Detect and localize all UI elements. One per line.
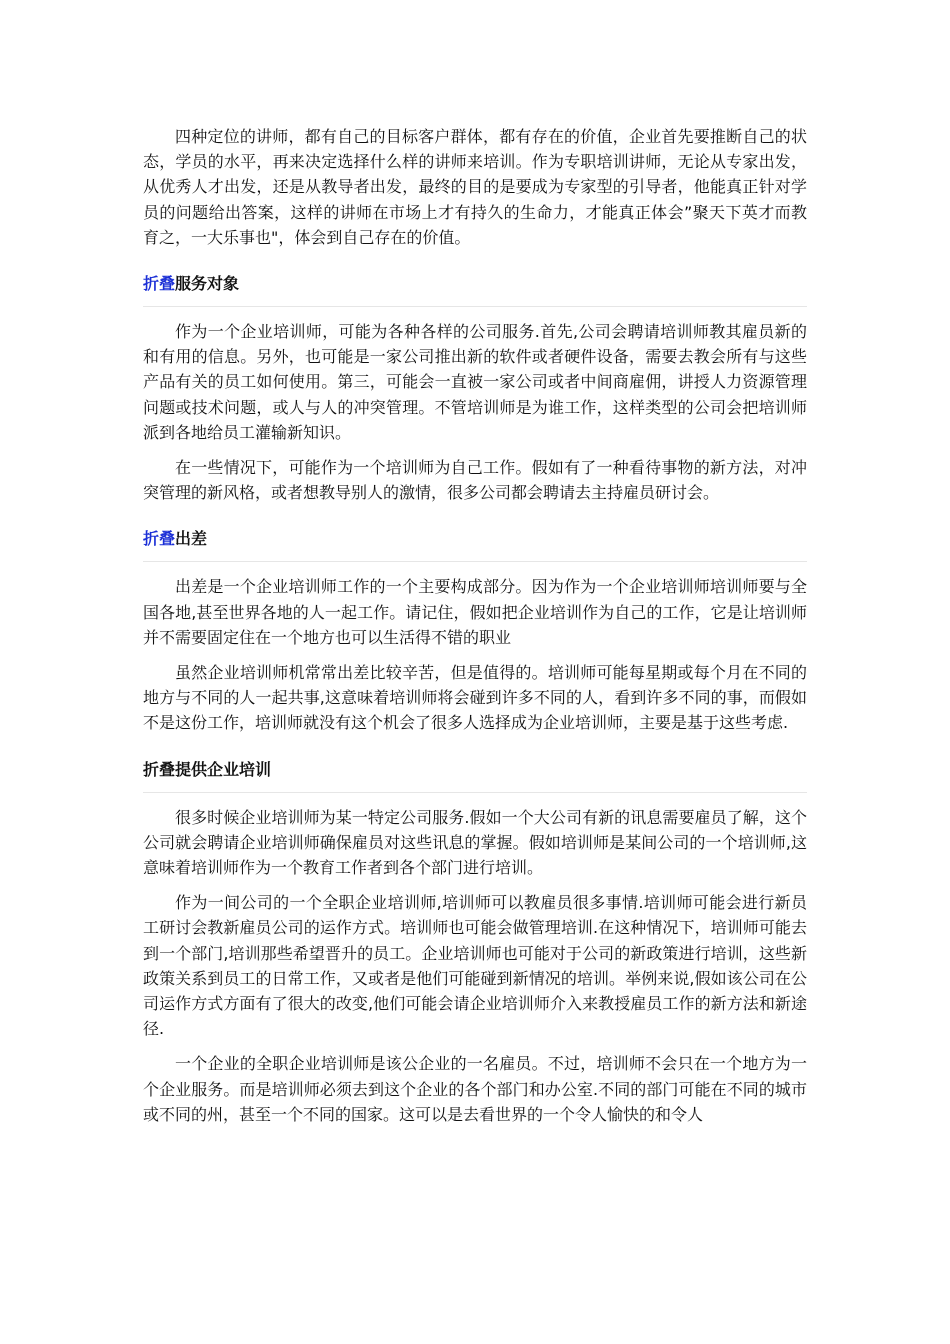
section-corporate-training (143, 748, 807, 1127)
section-paragraph: 很多时候企业培训师为某一特定公司服务.假如一个大公司有新的讯息需要雇员了解，这个公司就会聘请企业培训师确保雇员对这些讯息的掌握。假如培训师是某间公司的一个培训师,这意味着培训师作为一个教育工作者到各个部门进行培训。 (143, 807, 807, 878)
section-paragraph: 出差是一个企业培训师工作的一个主要构成部分。因为作为一个企业培训师培训师要与全国各地,甚至世界各地的人一起工作。请记住，假如把企业培训作为自己的工作，它是让培训师并不需要固定住在一个地方也可以生活得不错的职业 (143, 577, 807, 647)
intro-paragraph: 四种定位的讲师，都有自己的目标客户群体，都有存在的价值，企业首先要推断自己的状态，学员的水平，再来决定选择什么样的讲师来培训。作为专职培训讲师，无论从专家出发，从优秀人才出发，还是从教导者出发，最终的目的是要成为专家型的引导者，他能真正针对学员的问题给出答案，这样的讲师在市场上才有持久的生命力，才能真正体会”聚天下英才而教育之，一大乐事也"，体会到自己存在的价值。 (143, 127, 807, 247)
fold-link[interactable]: 折叠 (143, 274, 176, 294)
section-paragraph: 作为一间公司的一个全职企业培训师,培训师可以教雇员很多事情.培训师可能会进行新员工研讨会教新雇员公司的运作方式。培训师也可能会做管理培训.在这种情况下，培训师可能去到一个部门,培训那些希望晋升的员工。企业培训师也可能对于公司的新政策进行培训，这些新政策关系到员工的日常工作，又或者是他们可能碰到新情况的培训。举例来说,假如该公司在公司运作方式方面有了很大的改变,他们可能会请企业培训师介入来教授雇员工作的新方法和新途径. (143, 893, 807, 1039)
section-heading (143, 262, 807, 306)
section-title: 服务对象 (175, 274, 240, 294)
section-paragraph: 作为一个企业培训师，可能为各种各样的公司服务.首先,公司会聘请培训师教其雇员新的和有用的信息。另外，也可能是一家公司推出新的软件或者硬件设备，需要去教会所有与这些产品有关的员工如何使用。第三，可能会一直被一家公司或者中间商雇佣，讲授人力资源管理问题或技术问题，或人与人的冲突管理。不管培训师是为谁工作，这样类型的公司会把培训师派到各地给员工灌输新知识。 (143, 322, 807, 442)
section-paragraph: 一个企业的全职企业培训师是该公企业的一名雇员。不过，培训师不会只在一个地方为一个企业服务。而是培训师必须去到这个企业的各个部门和办公室.不同的部门可能在不同的城市或不同的州，甚至一个不同的国家。这可以是去看世界的一个令人愉快的和令人 (143, 1054, 807, 1124)
section-title: 提供企业培训 (175, 759, 272, 779)
document-body (143, 124, 807, 1137)
fold-link[interactable]: 折叠 (143, 529, 176, 549)
section-heading (143, 517, 807, 561)
section-paragraph: 虽然企业培训师机常常出差比较辛苦，但是值得的。培训师可能每星期或每个月在不同的地方与不同的人一起共事,这意味着培训师将会碰到许多不同的人，看到许多不同的事，而假如不是这份工作，培训师就没有这个机会了很多人选择成为企业培训师，主要是基于这些考虑. (143, 663, 807, 733)
section-travel (143, 517, 807, 735)
section-paragraph: 在一些情况下，可能作为一个培训师为自己工作。假如有了一种看待事物的新方法，对冲突管理的新风格，或者想教导别人的激情，很多公司都会聘请去主持雇员研讨会。 (143, 458, 807, 503)
section-divider (143, 561, 807, 562)
fold-link[interactable]: 折叠 (143, 759, 176, 779)
section-divider (143, 792, 807, 793)
section-title: 出差 (175, 529, 208, 549)
section-divider (143, 306, 807, 307)
section-service-targets (143, 262, 807, 505)
section-heading (143, 748, 807, 792)
